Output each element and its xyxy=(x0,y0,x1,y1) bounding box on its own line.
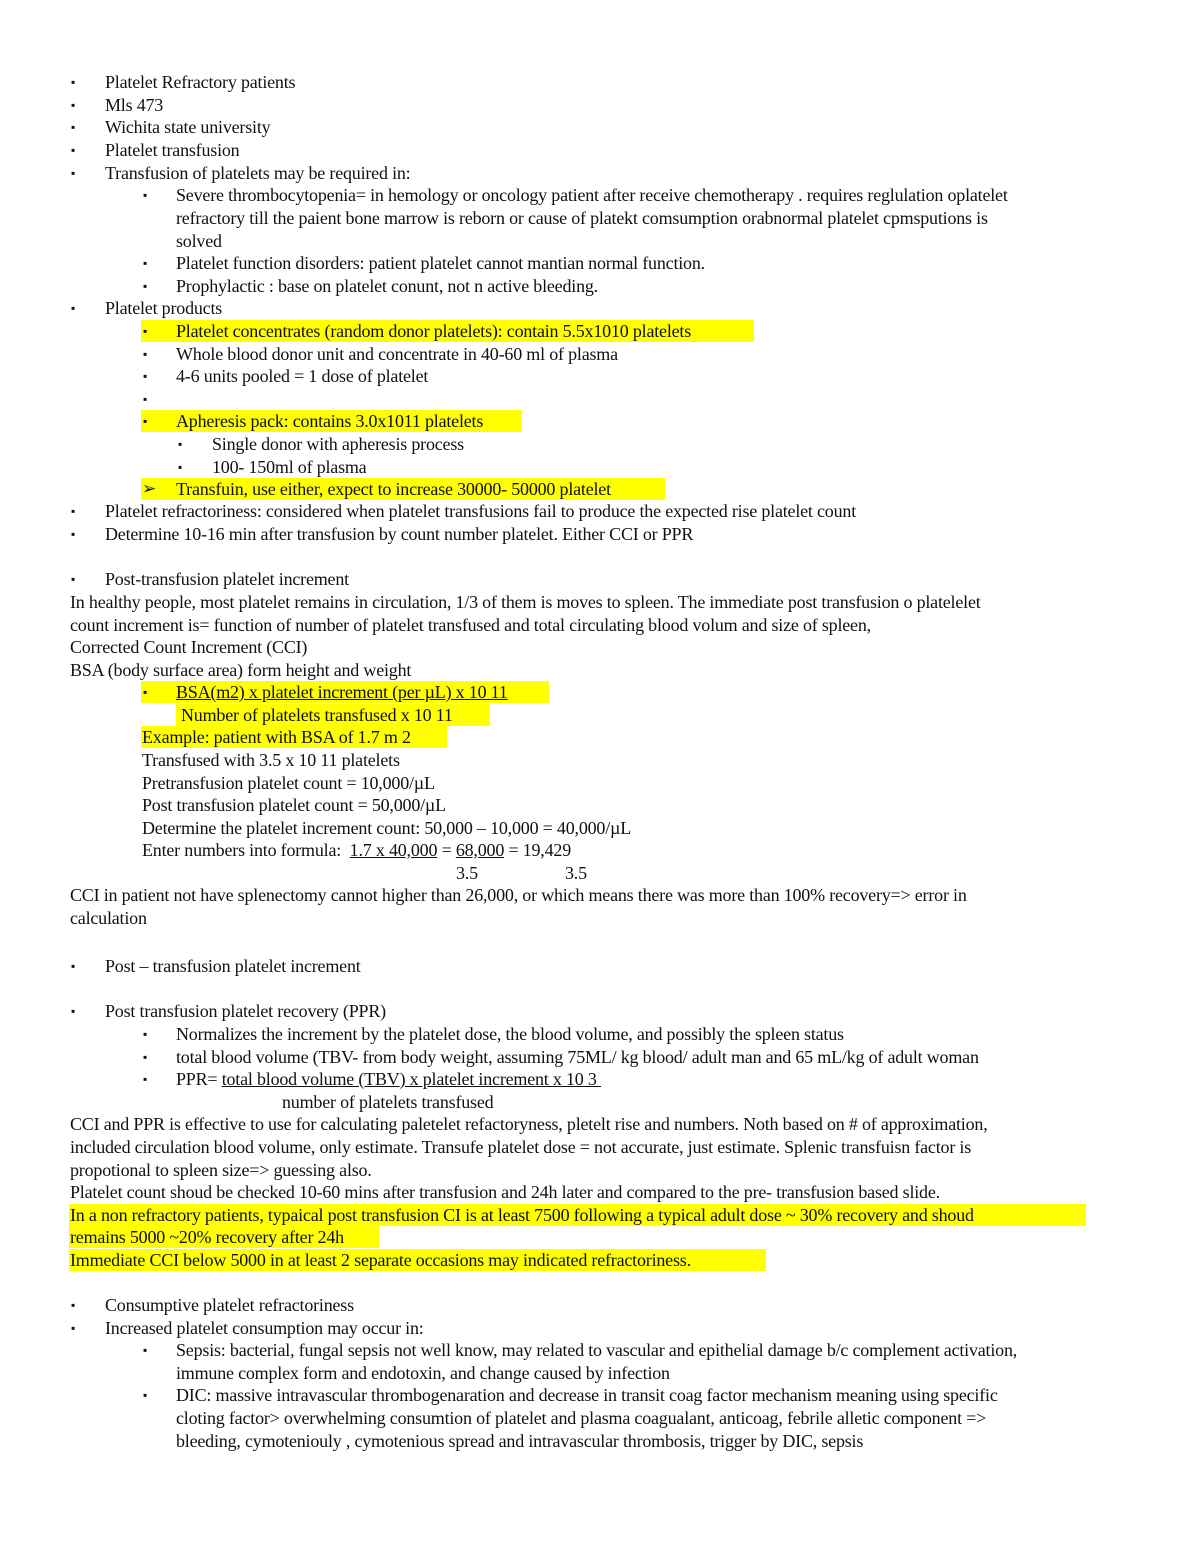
line-increment: Determine the platelet increment count: 50,000 – 10,000 = 40,000/µL xyxy=(142,818,632,838)
bullet: ▪ xyxy=(143,685,148,699)
bullet: ▪ xyxy=(143,256,148,270)
para-platelet-check: Platelet count shoud be checked 10-60 mins after transfusion and 24h later and compared to the pre- transfusion based slide. xyxy=(70,1182,940,1202)
ppr-denominator: number of platelets transfused xyxy=(282,1092,494,1112)
bullet: ▪ xyxy=(143,1072,148,1086)
line-ppr-formula xyxy=(176,1068,601,1090)
formula-equals: = xyxy=(437,840,456,860)
line-transfusion-required: Transfusion of platelets may be required in: xyxy=(105,163,411,183)
bullet: ▪ xyxy=(143,324,148,338)
bullet: ▪ xyxy=(71,1004,76,1018)
line-transfuin: Transfuin, use either, expect to increase 30000- 50000 platelet xyxy=(176,479,611,499)
line-post-transfusion: Post-transfusion platelet increment xyxy=(105,569,349,589)
bullet: ▪ xyxy=(178,437,183,451)
formula-calc-1: 1.7 x 40,000 xyxy=(349,840,438,860)
bullet: ▪ xyxy=(71,166,76,180)
bullet: ▪ xyxy=(143,1027,148,1041)
line-dic-cont: cloting factor> overwhelming consumtion of platelet and plasma coagualant, anticoag, febrile alletic component => xyxy=(176,1408,987,1428)
line-example: Example: patient with BSA of 1.7 m 2 xyxy=(142,727,411,747)
bullet: ▪ xyxy=(178,460,183,474)
formula-denom-1: 3.5 xyxy=(456,863,478,883)
ppr-label: PPR= xyxy=(176,1069,222,1089)
arrow-bullet: ➢ xyxy=(142,479,157,498)
line-title: Platelet Refractory patients xyxy=(105,72,296,92)
bullet: ▪ xyxy=(143,279,148,293)
para-cci-ppr: CCI and PPR is effective to use for calculating paletelet refactoryness, pletelt rise and numbers. Noth based on # of approximation, xyxy=(70,1114,988,1134)
bullet: ▪ xyxy=(71,98,76,112)
line-sepsis-cont: immune complex form and endotoxin, and change caused by infection xyxy=(176,1363,670,1383)
bullet: ▪ xyxy=(71,959,76,973)
line-severe: Severe thrombocytopenia= in hemology or oncology patient after receive chemotherapy . requires reglulation oplatelet xyxy=(176,185,1008,205)
bullet: ▪ xyxy=(71,120,76,134)
bullet: ▪ xyxy=(71,504,76,518)
line-normalizes: Normalizes the increment by the platelet dose, the blood volume, and possibly the spleen status xyxy=(176,1024,844,1044)
para-non-refractory: In a non refractory patients, typaical post transfusion CI is at least 7500 following a typical adult dose ~ 30% recovery and shoud xyxy=(70,1205,974,1225)
para-cci-ppr-cont2: propotional to spleen size=> guessing also. xyxy=(70,1160,372,1180)
line-ppr: Post transfusion platelet recovery (PPR) xyxy=(105,1001,386,1021)
line-pooled: 4-6 units pooled = 1 dose of platelet xyxy=(176,366,429,386)
bullet: ▪ xyxy=(143,1343,148,1357)
para-non-refractory-cont: remains 5000 ~20% recovery after 24h xyxy=(70,1227,344,1247)
para-cci-ppr-cont: included circulation blood volume, only estimate. Transufe platelet dose = not accurate, just estimate. Splenic transfuisn factor is xyxy=(70,1137,972,1157)
line-post-increment: Post – transfusion platelet increment xyxy=(105,956,361,976)
line-products: Platelet products xyxy=(105,298,223,318)
line-bsa: BSA (body surface area) form height and weight xyxy=(70,660,412,680)
bullet: ▪ xyxy=(71,527,76,541)
formula-numerator: BSA(m2) x platelet increment (per µL) x 10 11 xyxy=(176,682,508,702)
bullet: ▪ xyxy=(143,347,148,361)
formula-calc-2: 68,000 xyxy=(455,840,505,860)
bullet: ▪ xyxy=(143,1388,148,1402)
line-single-donor: Single donor with apheresis process xyxy=(212,434,464,454)
line-sepsis: Sepsis: bacterial, fungal sepsis not well know, may related to vascular and epithelial damage b/c complement activation, xyxy=(176,1340,1018,1360)
para-immediate-cci: Immediate CCI below 5000 in at least 2 separate occasions may indicated refractoriness. xyxy=(70,1250,691,1270)
para-cci-limit: CCI in patient not have splenectomy cannot higher than 26,000, or which means there was more than 100% recovery=> error in xyxy=(70,885,967,905)
line-university: Wichita state university xyxy=(105,117,271,137)
bullet: ▪ xyxy=(71,1321,76,1335)
line-consumptive: Consumptive platelet refractoriness xyxy=(105,1295,354,1315)
bullet: ▪ xyxy=(143,392,148,406)
bullet: ▪ xyxy=(71,572,76,586)
line-dic-cont2: bleeding, cymoteniouly , cymotenious spread and intravascular thrombosis, trigger by DIC, sepsis xyxy=(176,1431,864,1451)
para-healthy-cont: count increment is= function of number of platelet transfused and total circulating blood volum and size of spleen, xyxy=(70,615,871,635)
bullet: ▪ xyxy=(143,414,148,428)
formula-denom-2: 3.5 xyxy=(565,863,587,883)
line-refractoriness: Platelet refractoriness: considered when platelet transfusions fail to produce the expected rise platelet count xyxy=(105,501,857,521)
bullet: ▪ xyxy=(143,188,148,202)
formula-denominator: Number of platelets transfused x 10 11 xyxy=(181,705,453,725)
line-pretransfusion: Pretransfusion platelet count = 10,000/µL xyxy=(142,773,435,793)
line-enter-formula xyxy=(142,839,571,861)
bullet: ▪ xyxy=(143,369,148,383)
bullet: ▪ xyxy=(71,143,76,157)
para-cci-limit-cont: calculation xyxy=(70,908,147,928)
line-topic: Platelet transfusion xyxy=(105,140,240,160)
line-function-disorders: Platelet function disorders: patient platelet cannot mantian normal function. xyxy=(176,253,705,273)
ppr-numerator: total blood volume (TBV) x platelet increment x 10 3 xyxy=(221,1069,601,1089)
line-post-count: Post transfusion platelet count = 50,000/µL xyxy=(142,795,446,815)
line-determine: Determine 10-16 min after transfusion by count number platelet. Either CCI or PPR xyxy=(105,524,694,544)
bullet: ▪ xyxy=(143,1050,148,1064)
enter-formula-label: Enter numbers into formula: xyxy=(142,840,350,860)
bullet: ▪ xyxy=(71,75,76,89)
line-tbv: total blood volume (TBV- from body weight, assuming 75ML/ kg blood/ adult man and 65 mL/kg of adult woman xyxy=(176,1047,979,1067)
line-concentrates: Platelet concentrates (random donor platelets): contain 5.5x1010 platelets xyxy=(176,321,692,341)
line-apheresis: Apheresis pack: contains 3.0x1011 platelets xyxy=(176,411,484,431)
formula-result: = 19,429 xyxy=(504,840,571,860)
line-dic: DIC: massive intravascular thrombogenaration and decrease in transit coag factor mechanism meaning using specific xyxy=(176,1385,998,1405)
line-transfused: Transfused with 3.5 x 10 11 platelets xyxy=(142,750,400,770)
line-increased-consumption: Increased platelet consumption may occur in: xyxy=(105,1318,424,1338)
line-course: Mls 473 xyxy=(105,95,164,115)
para-healthy: In healthy people, most platelet remains in circulation, 1/3 of them is moves to spleen. The immediate post transfusion o platelelet xyxy=(70,592,981,612)
line-severe-cont: refractory till the paient bone marrow is reborn or cause of platekt comsumption orabnormal platelet cpmsputions is xyxy=(176,208,988,228)
line-severe-cont2: solved xyxy=(176,231,222,251)
line-plasma-volume: 100- 150ml of plasma xyxy=(212,457,367,477)
line-whole-blood: Whole blood donor unit and concentrate in 40-60 ml of plasma xyxy=(176,344,618,364)
line-prophylactic: Prophylactic : base on platelet conunt, not n active bleeding. xyxy=(176,276,598,296)
bullet: ▪ xyxy=(71,301,76,315)
line-cci-heading: Corrected Count Increment (CCI) xyxy=(70,637,308,657)
bullet: ▪ xyxy=(71,1298,76,1312)
